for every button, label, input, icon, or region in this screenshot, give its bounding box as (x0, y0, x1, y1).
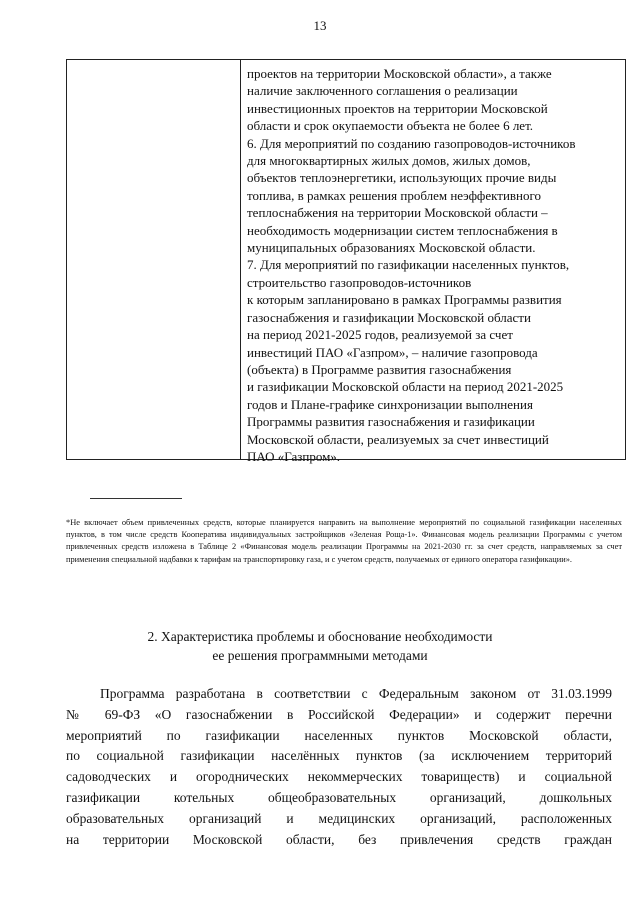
paragraph-line: по социальной газификации населённых пунктов (за исключением территорий (66, 748, 612, 764)
section-heading (0, 627, 640, 665)
table-text-line: 7. Для мероприятий по газификации населенных пунктов, (247, 257, 570, 273)
table-text-line: Московской области, реализуемых за счет инвестиций (247, 431, 549, 447)
table-text-line: необходимость модернизации систем теплоснабжения в (247, 222, 558, 238)
table-text-line: для многоквартирных жилых домов, жилых домов, (247, 153, 531, 169)
table-text-line: муниципальных образованиях Московской области. (247, 240, 536, 256)
table-cell-right (247, 65, 625, 465)
table-cell-left (67, 60, 240, 459)
table-text-line: газоснабжения и газификации Московской области (247, 309, 531, 325)
paragraph-line: газификации котельных общеобразовательных организаций, дошкольных (66, 789, 612, 805)
table-text-line: объектов теплоэнергетики, использующих прочие виды (247, 170, 557, 186)
page-number: 13 (313, 18, 327, 33)
table-text-line: топлива, в рамках решения проблем неэффективного (247, 187, 542, 203)
paragraph-line: Программа разработана в соответствии с Федеральным законом от 31.03.1999 (100, 686, 612, 701)
table-text-line: инвестиций ПАО «Газпром», – наличие газопровода (247, 344, 538, 360)
table-text-line: ПАО «Газпром». (247, 448, 341, 464)
table-text-line: теплоснабжения на территории Московской области – (247, 205, 548, 221)
table-text-line: наличие заключенного соглашения о реализации (247, 83, 518, 99)
paragraph-line: мероприятий по газификации населенных пунктов Московской области, (66, 727, 612, 743)
table-text-line: строительство газопроводов-источников (247, 274, 472, 290)
section-heading-line: 2. Характеристика проблемы и обоснование необходимости (147, 629, 493, 644)
table-text-line: 6. Для мероприятий по созданию газопроводов-источников (247, 135, 576, 151)
table-text-line: проектов на территории Московской области», а также (247, 66, 552, 81)
table-column-divider (240, 60, 241, 459)
footnote-separator (90, 498, 182, 499)
table-text-line: (объекта) в Программе развития газоснабжения (247, 361, 512, 377)
section-heading-line: ее решения программными методами (212, 648, 428, 663)
footnote: *Не включает объем привлеченных средств, которые планируется направить на выполнение мероприятий по социальной газификации населенных пунктов, в том числе средств Кооператива индивидуальных застройщиков «Зеленая Роща-1». Финансовая модель реализации Программы с учетом привлеченных средств изложена в Таблице 2 «Финансовая модель реализации Программы на 2021-2030 гг. за счет средств, направляемых за счет применения специальной надбавки к тарифам на транспортировку газа, и с учетом средств, получаемых от единого оператора газификации». (66, 518, 622, 564)
table-text-line: области и срок окупаемости объекта не более 6 лет. (247, 118, 534, 134)
paragraph-line: образовательных организаций и медицинских организаций, расположенных (66, 810, 612, 826)
table-text-line: Программы развития газоснабжения и газификации (247, 414, 535, 430)
table-text-line: на период 2021-2025 годов, реализуемой за счет (247, 327, 513, 343)
table-text-line: годов и Плане-графике синхронизации выполнения (247, 396, 533, 412)
paragraph-line: № 69-ФЗ «О газоснабжении в Российской Федерации» и содержит перечни (66, 706, 612, 722)
paragraph-line: садоводческих и огороднических некоммерческих товариществ) и социальной (66, 769, 612, 785)
paragraph-line: на территории Московской области, без привлечения средств граждан (66, 831, 612, 847)
section-body-paragraph (66, 684, 612, 850)
table-text-line: инвестиционных проектов на территории Московской (247, 100, 548, 116)
table-text-line: к которым запланировано в рамках Программы развития (247, 292, 562, 308)
criteria-table (66, 59, 626, 464)
table-text-line: и газификации Московской области на период 2021-2025 (247, 379, 564, 395)
